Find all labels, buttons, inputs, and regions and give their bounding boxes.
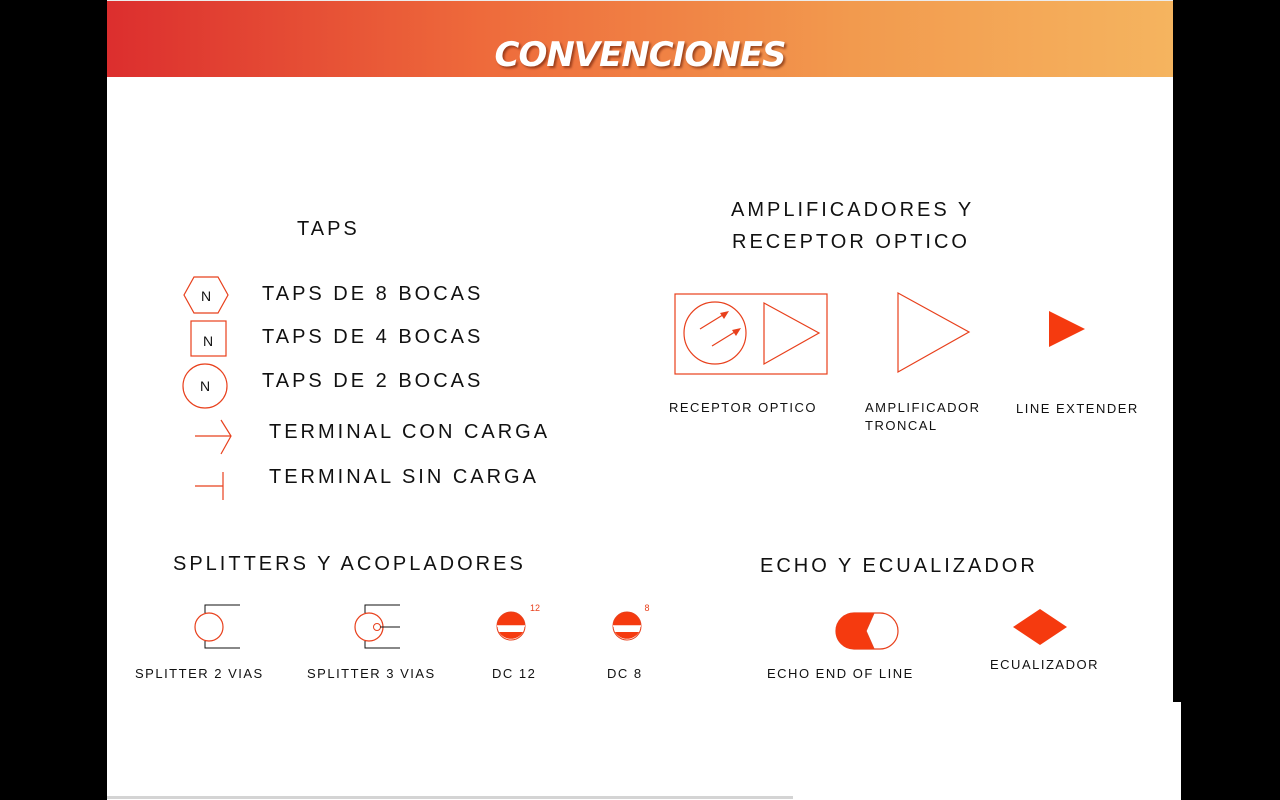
circle-symbol: N (199, 378, 211, 394)
hexagon-symbol: N (200, 288, 212, 304)
terminal-sin-carga-label: TERMINAL SIN CARGA (269, 466, 539, 488)
circle-icon (182, 363, 230, 411)
line-extender-label: LINE EXTENDER (1016, 401, 1139, 416)
taps-8-label: TAPS DE 8 BOCAS (262, 283, 484, 305)
title-banner (107, 0, 1173, 77)
taps-2-label: TAPS DE 2 BOCAS (262, 370, 484, 392)
hexagon-icon (183, 276, 229, 314)
square-icon (190, 320, 228, 358)
coupler-8-icon (611, 602, 657, 642)
splitter-2-label: SPLITTER 2 VIAS (135, 666, 264, 681)
ecualizador-label: ECUALIZADOR (990, 657, 1099, 672)
triangle-outline-icon (897, 292, 971, 374)
optical-receiver-icon (674, 293, 830, 377)
slide-title: CONVENCIONES (494, 35, 786, 75)
echo-heading: ECHO Y ECUALIZADOR (760, 555, 1038, 577)
amplificador-label-line1: AMPLIFICADOR (865, 400, 981, 415)
splitters-heading: SPLITTERS Y ACOPLADORES (173, 553, 526, 575)
splitter-3-icon (353, 602, 403, 650)
coupler-12-value: 12 (529, 603, 541, 613)
square-symbol: N (202, 333, 214, 349)
amplificadores-heading-line1: AMPLIFICADORES Y (731, 199, 975, 221)
echo-label: ECHO END OF LINE (767, 666, 914, 681)
slide-edge-tab (1173, 702, 1181, 800)
echo-icon (835, 612, 901, 652)
t-terminal-icon (193, 470, 227, 502)
amplificador-label-line2: TRONCAL (865, 418, 938, 433)
slide (107, 0, 1173, 800)
filled-triangle-icon (1048, 310, 1086, 348)
taps-heading: TAPS (297, 218, 360, 240)
bottom-divider (107, 796, 793, 799)
taps-4-label: TAPS DE 4 BOCAS (262, 326, 484, 348)
splitter-2-icon (193, 602, 243, 650)
terminal-con-carga-label: TERMINAL CON CARGA (269, 421, 551, 443)
receptor-optico-label: RECEPTOR OPTICO (669, 400, 817, 415)
dc12-label: DC 12 (492, 666, 537, 681)
coupler-12-icon (495, 602, 547, 642)
arrow-terminal-icon (193, 418, 235, 456)
diamond-icon (1012, 608, 1068, 646)
dc8-label: DC 8 (607, 666, 643, 681)
amplificadores-heading-line2: RECEPTOR OPTICO (732, 231, 970, 253)
splitter-3-label: SPLITTER 3 VIAS (307, 666, 436, 681)
coupler-8-value: 8 (644, 603, 650, 613)
